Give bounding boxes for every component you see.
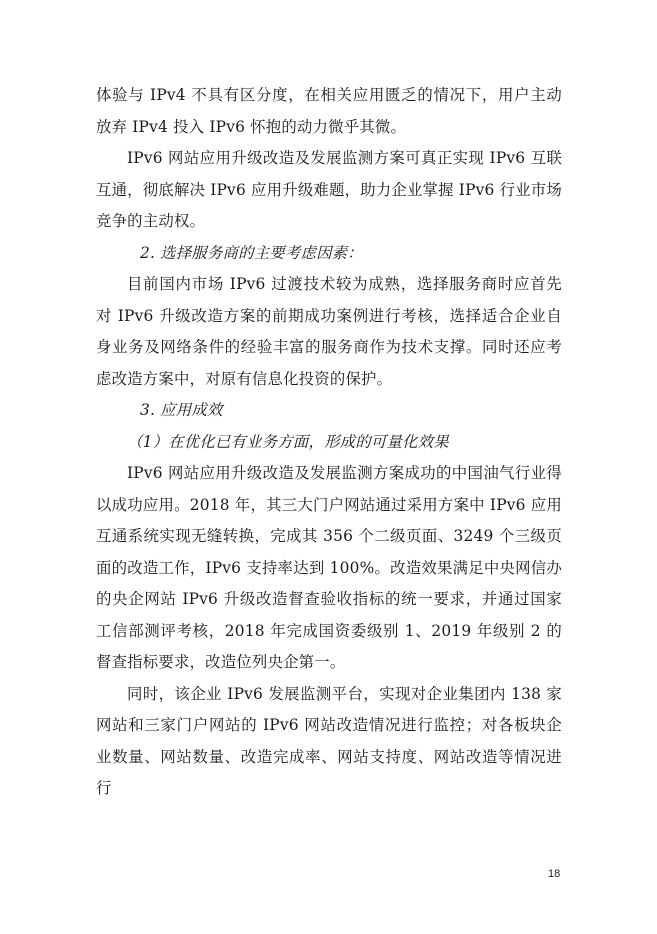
paragraph-ipv6-solution: IPv6 网站应用升级改造及发展监测方案可真正实现 IPv6 互联互通，彻底解决 IPv6 应用升级难题，助力企业掌握 IPv6 行业市场竞争的主动权。 bbox=[96, 149, 562, 230]
page-number: 18 bbox=[548, 868, 561, 880]
heading-choose-provider: 2. 选择服务商的主要考虑因素： bbox=[140, 243, 363, 262]
document-body bbox=[96, 80, 562, 805]
sub-heading-quantified-effects: （1）在优化已有业务方面，形成的可量化效果 bbox=[127, 432, 449, 451]
paragraph-provider-criteria: 目前国内市场 IPv6 过渡技术较为成熟，选择服务商时应首先对 IPv6 升级改造方案的前期成功案例进行考核，选择适合企业自身业务及网络条件的经验丰富的服务商作为技术支撑。同时还应考虑改造方案中，对原有信息化投资的保护。 bbox=[96, 275, 562, 388]
paragraph-monitoring-platform: 同时，该企业 IPv6 发展监测平台，实现对企业集团内 138 家网站和三家门户网站的 IPv6 网站改造情况进行监控；对各板块企业数量、网站数量、改造完成率、网站支持度、网站改造等情况进行 bbox=[96, 684, 562, 797]
paragraph-ipv4-comparison: 体验与 IPv4 不具有区分度，在相关应用匮乏的情况下，用户主动放弃 IPv4 投入 IPv6 怀抱的动力微乎其微。 bbox=[96, 86, 562, 136]
heading-application-results: 3. 应用成效 bbox=[140, 401, 223, 419]
paragraph-oil-gas-case: IPv6 网站应用升级改造及发展监测方案成功的中国油气行业得以成功应用。2018 年，其三大门户网站通过采用方案中 IPv6 应用互通系统实现无缝转换，完成其 356 个二级页面、3249 个三级页面的改造工作，IPv6 支持率达到 100%。改造效果满足中央网信办的央企网站 IPv6 升级改造督查验收指标的统一要求，并通过国家工信部测评考核，2018 年完成国资委级别 1、2019 年级别 2 的督查指标要求，改造位列央企第一。 bbox=[96, 464, 562, 671]
